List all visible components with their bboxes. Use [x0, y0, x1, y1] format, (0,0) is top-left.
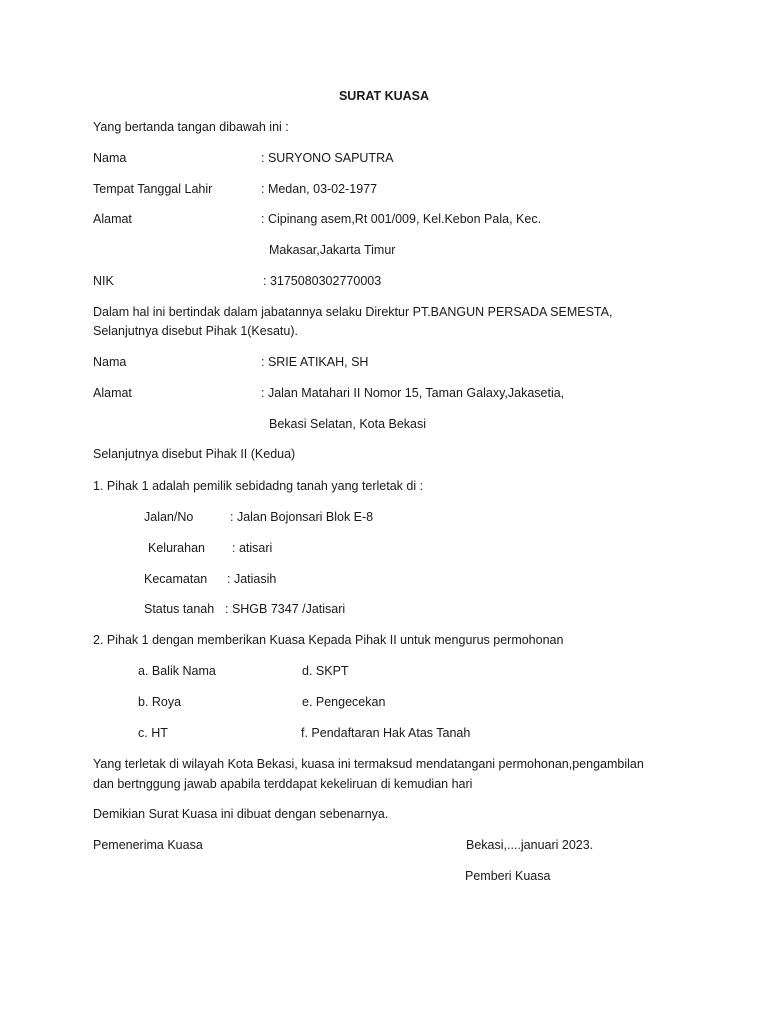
pihak2-selanjutnya: Selanjutnya disebut Pihak II (Kedua) [93, 447, 296, 461]
point1-kelurahan-value: : atisari [232, 541, 273, 555]
point1-text: 1. Pihak 1 adalah pemilik sebidadng tanah yang terletak di : [93, 479, 424, 493]
document-title: SURAT KUASA [338, 89, 430, 103]
closing-line-2: dan bertnggung jawab apabila terddapat kekeliruan di kemudian hari [93, 777, 473, 791]
point2-item-e: e. Pengecekan [302, 695, 386, 709]
pihak1-nama-value: : SURYONO SAPUTRA [261, 151, 394, 165]
jabatan-line-1: Dalam hal ini bertindak dalam jabatannya selaku Direktur PT.BANGUN PERSADA SEMESTA, [93, 305, 613, 319]
pihak1-alamat-value-2: Makasar,Jakarta Timur [269, 243, 396, 257]
pihak1-ttl-label: Tempat Tanggal Lahir [93, 182, 213, 196]
point1-status-label: Status tanah [144, 602, 215, 616]
point2-item-d: d. SKPT [302, 664, 349, 678]
place-date: Bekasi,....januari 2023. [466, 838, 594, 852]
pihak2-alamat-label: Alamat [93, 386, 132, 400]
point1-jalan-value: : Jalan Bojonsari Blok E-8 [230, 510, 374, 524]
point2-text: 2. Pihak 1 dengan memberikan Kuasa Kepada Pihak II untuk mengurus permohonan [93, 633, 564, 647]
point2-item-f: f. Pendaftaran Hak Atas Tanah [301, 726, 471, 740]
pihak1-alamat-label: Alamat [93, 212, 132, 226]
pihak2-nama-value: : SRIE ATIKAH, SH [261, 355, 369, 369]
pemberi-kuasa-label: Pemberi Kuasa [465, 869, 551, 883]
point1-kecamatan-value: : Jatiasih [227, 572, 277, 586]
point2-item-a: a. Balik Nama [138, 664, 216, 678]
jabatan-line-2: Selanjutnya disebut Pihak 1(Kesatu). [93, 324, 298, 338]
closing-line-1: Yang terletak di wilayah Kota Bekasi, kuasa ini termaksud mendatangani permohonan,pengambilan [93, 757, 644, 771]
point1-jalan-label: Jalan/No [144, 510, 194, 524]
point1-kecamatan-label: Kecamatan [144, 572, 208, 586]
point2-item-b: b. Roya [138, 695, 182, 709]
pihak2-alamat-value-1: : Jalan Matahari II Nomor 15, Taman Galaxy,Jakasetia, [261, 386, 565, 400]
pihak1-nama-label: Nama [93, 151, 127, 165]
pihak2-nama-label: Nama [93, 355, 127, 369]
pihak1-ttl-value: : Medan, 03-02-1977 [261, 182, 378, 196]
point1-kelurahan-label: Kelurahan [148, 541, 205, 555]
point1-status-value: : SHGB 7347 /Jatisari [225, 602, 346, 616]
pihak2-alamat-value-2: Bekasi Selatan, Kota Bekasi [269, 417, 427, 431]
penerima-kuasa-label: Pemenerima Kuasa [93, 838, 203, 852]
pihak1-alamat-value-1: : Cipinang asem,Rt 001/009, Kel.Kebon Pala, Kec. [261, 212, 542, 226]
intro-text: Yang bertanda tangan dibawah ini : [93, 120, 289, 134]
pihak1-nik-label: NIK [93, 274, 114, 288]
demikian-text: Demikian Surat Kuasa ini dibuat dengan sebenarnya. [93, 807, 389, 821]
pihak1-nik-value: : 3175080302770003 [263, 274, 382, 288]
point2-item-c: c. HT [138, 726, 168, 740]
